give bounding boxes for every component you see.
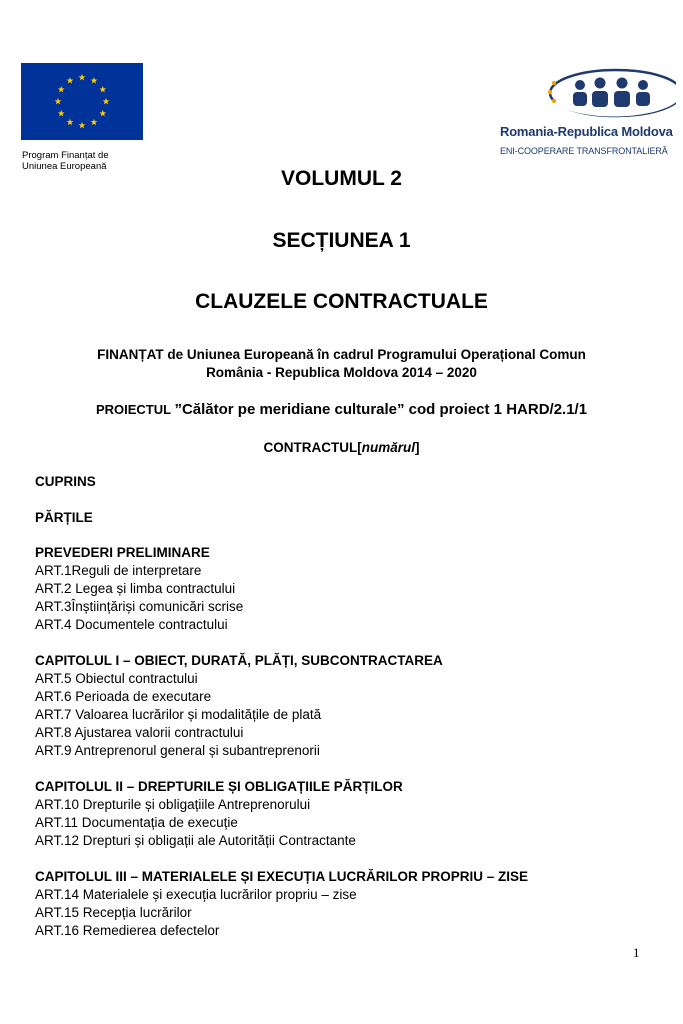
eu-star bbox=[91, 77, 98, 84]
project-prefix: PROIECTUL bbox=[95, 402, 175, 417]
page-number: 1 bbox=[633, 945, 640, 960]
programme-logo-graphic bbox=[540, 67, 676, 123]
eu-star bbox=[79, 122, 86, 129]
toc-item: ART.7 Valoarea lucrărilor și modalitățile de plată bbox=[35, 707, 322, 722]
eu-caption-line2: Uniunea Europeană bbox=[22, 161, 107, 172]
toc-item: ART.10 Drepturile și obligațiile Antreprenorului bbox=[35, 797, 311, 812]
toc-section-title: CAPITOLUL II – DREPTURILE ȘI OBLIGAȚIILE PĂRȚILOR bbox=[35, 779, 403, 794]
programme-logo-subtitle: ENI-COOPERARE TRANSFRONTALIERĂ bbox=[500, 146, 668, 156]
eu-caption-line1: Program Finanțat de bbox=[22, 150, 109, 161]
toc-item: ART.16 Remedierea defectelor bbox=[35, 923, 220, 938]
document-title: CLAUZELE CONTRACTUALE bbox=[195, 290, 488, 313]
toc-section bbox=[35, 544, 655, 634]
contract-suffix: ] bbox=[415, 440, 420, 455]
toc-section-title: CAPITOLUL I – OBIECT, DURATĂ, PLĂȚI, SUBCONTRACTAREA bbox=[35, 653, 443, 668]
people-group-icon bbox=[540, 67, 676, 123]
toc-section-title: CAPITOLUL III – MATERIALELE ȘI EXECUȚIA LUCRĂRILOR PROPRIU – ZISE bbox=[35, 869, 529, 884]
programme-logo-title: Romania-Republica Moldova bbox=[500, 124, 673, 139]
toc-cuprins-heading: CUPRINS bbox=[35, 474, 96, 489]
eu-star bbox=[79, 74, 86, 81]
financing-line1: FINANȚAT de Uniunea Europeană în cadrul Programului Operațional Comun bbox=[97, 347, 586, 362]
eu-star bbox=[67, 119, 74, 126]
financing-line2: România - Republica Moldova 2014 – 2020 bbox=[206, 365, 477, 380]
financing-statement bbox=[0, 346, 683, 382]
eu-stars-icon bbox=[21, 63, 143, 140]
toc-partile-heading: PĂRȚILE bbox=[35, 510, 93, 525]
toc-item: ART.14 Materialele și execuția lucrărilor propriu – zise bbox=[35, 887, 357, 902]
toc-item: ART.9 Antreprenorul general și subantreprenorii bbox=[35, 743, 320, 758]
section-heading: SECȚIUNEA 1 bbox=[272, 229, 411, 252]
contract-label: CONTRACTUL[ bbox=[263, 440, 362, 455]
toc-item: ART.12 Drepturi și obligații ale Autorității Contractante bbox=[35, 833, 356, 848]
toc-item: ART.6 Perioada de executare bbox=[35, 689, 212, 704]
toc-item: ART.5 Obiectul contractului bbox=[35, 671, 198, 686]
eu-star bbox=[67, 77, 74, 84]
toc-section bbox=[35, 868, 655, 940]
contract-number-line bbox=[0, 440, 683, 455]
contract-number-placeholder: numărul bbox=[361, 440, 415, 455]
toc-item: ART.11 Documentația de execuție bbox=[35, 815, 238, 830]
project-name: ”Călător pe meridiane culturale” cod proiect 1 HARD/2.1/1 bbox=[174, 401, 588, 418]
toc-section bbox=[35, 778, 655, 850]
eu-star bbox=[103, 98, 110, 105]
toc-item: ART.3Înștiințăriși comunicări scrise bbox=[35, 599, 244, 614]
toc-section-title: PREVEDERI PRELIMINARE bbox=[35, 545, 210, 560]
eu-star bbox=[58, 110, 65, 117]
eu-star bbox=[55, 98, 62, 105]
toc-item: ART.4 Documentele contractului bbox=[35, 617, 228, 632]
eu-flag-logo bbox=[21, 63, 143, 140]
eu-star bbox=[91, 119, 98, 126]
toc-item: ART.2 Legea și limba contractului bbox=[35, 581, 236, 596]
project-line bbox=[0, 401, 683, 418]
volume-heading: VOLUMUL 2 bbox=[281, 167, 402, 190]
eu-star bbox=[99, 86, 106, 93]
eu-star bbox=[58, 86, 65, 93]
table-of-contents bbox=[35, 473, 655, 940]
toc-item: ART.15 Recepția lucrărilor bbox=[35, 905, 192, 920]
toc-item: ART.8 Ajustarea valorii contractului bbox=[35, 725, 244, 740]
eu-star bbox=[99, 110, 106, 117]
toc-section bbox=[35, 652, 655, 760]
toc-item: ART.1Reguli de interpretare bbox=[35, 563, 202, 578]
